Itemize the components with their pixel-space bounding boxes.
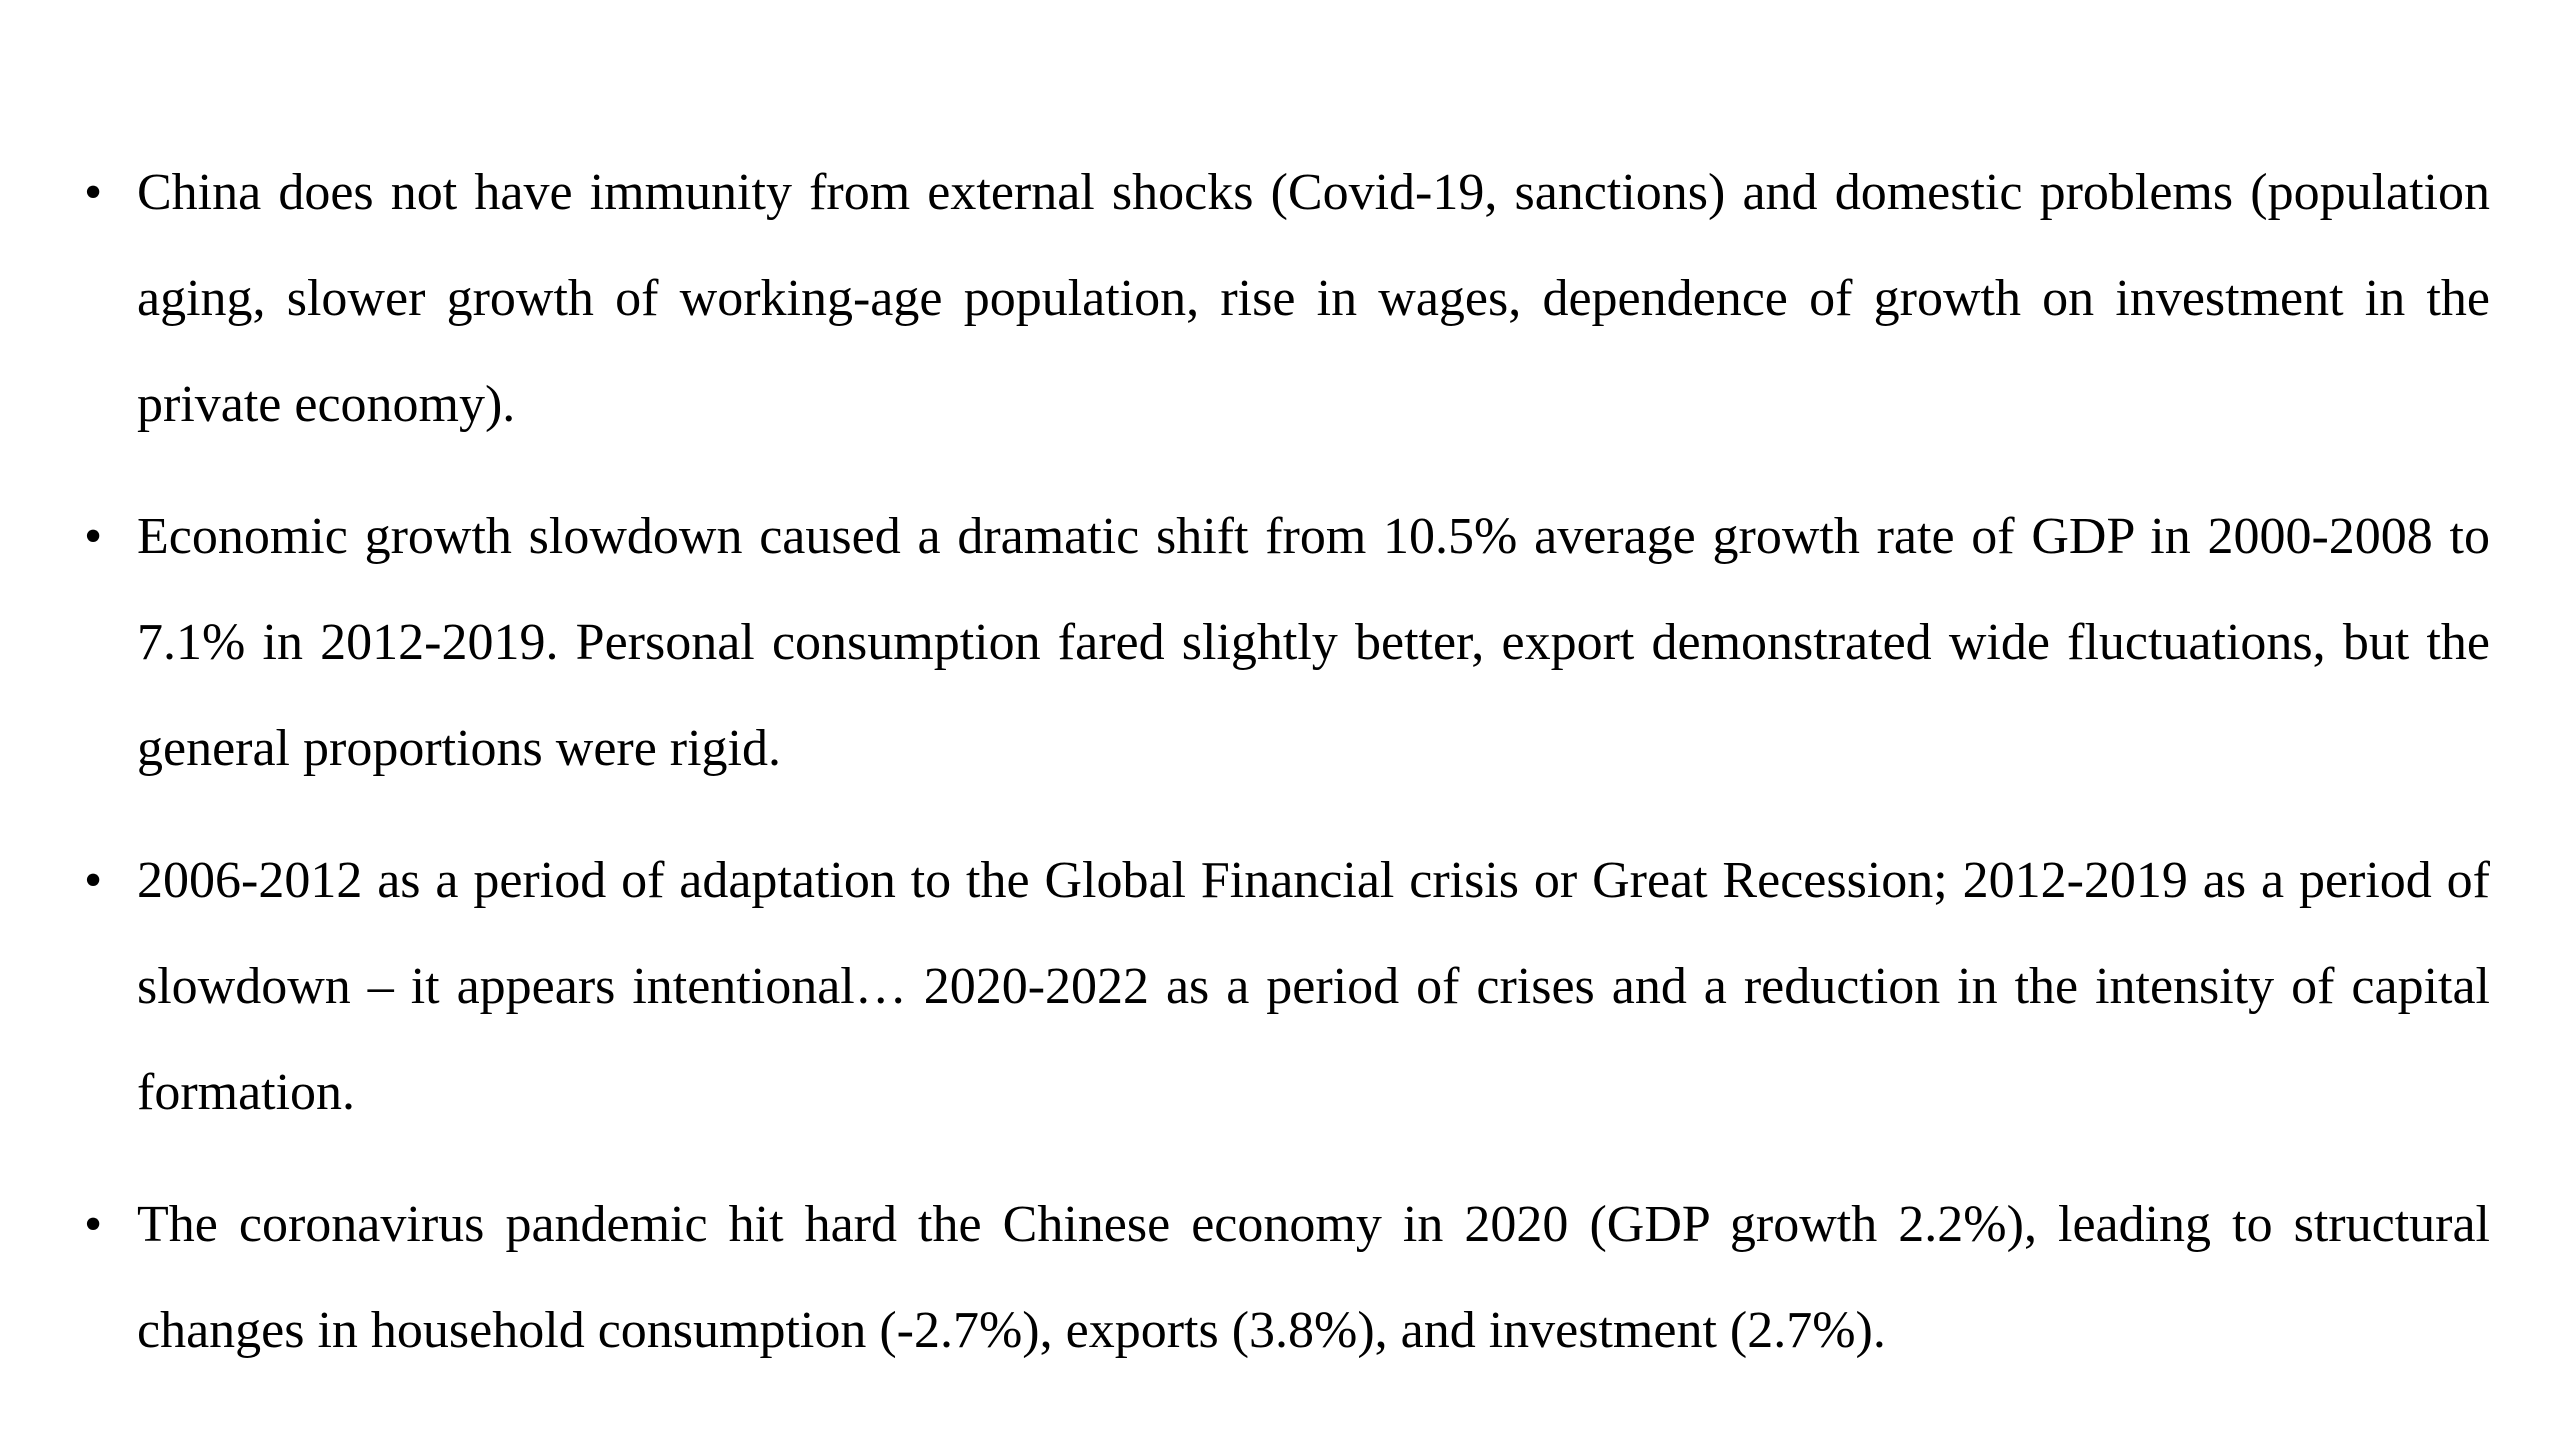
bullet-text: China does not have immunity from external shocks (Covid-19, sanctions) and domestic problems (population aging, slower growth of working-age population, rise in wages, dependence of growth on investment in the private economy).	[137, 164, 2490, 433]
bullet-text: The coronavirus pandemic hit hard the Chinese economy in 2020 (GDP growth 2.2%), leading to structural changes in household consumption (-2.7%), exports (3.8%), and investment (2.7%).	[137, 1196, 2490, 1359]
bullet-list	[84, 140, 2490, 1410]
bullet-item-external-shocks	[84, 140, 2490, 458]
bullet-marker: •	[84, 508, 103, 565]
bullet-marker: •	[84, 852, 103, 909]
bullet-item-pandemic	[84, 1172, 2490, 1384]
bullet-item-growth-slowdown	[84, 484, 2490, 802]
bullet-marker: •	[84, 1196, 103, 1253]
bullet-text: Economic growth slowdown caused a dramatic shift from 10.5% average growth rate of GDP in 2000-2008 to 7.1% in 2012-2019. Personal consumption fared slightly better, export demonstrated wide fluctuations, but the general proportions were rigid.	[137, 508, 2490, 777]
bullet-text: 2006-2012 as a period of adaptation to the Global Financial crisis or Great Recession; 2012-2019 as a period of slowdown – it appears intentional… 2020-2022 as a period of crises and a reduction in the intensity of capital formation.	[137, 852, 2490, 1121]
bullet-marker: •	[84, 164, 103, 221]
bullet-item-periods	[84, 828, 2490, 1146]
